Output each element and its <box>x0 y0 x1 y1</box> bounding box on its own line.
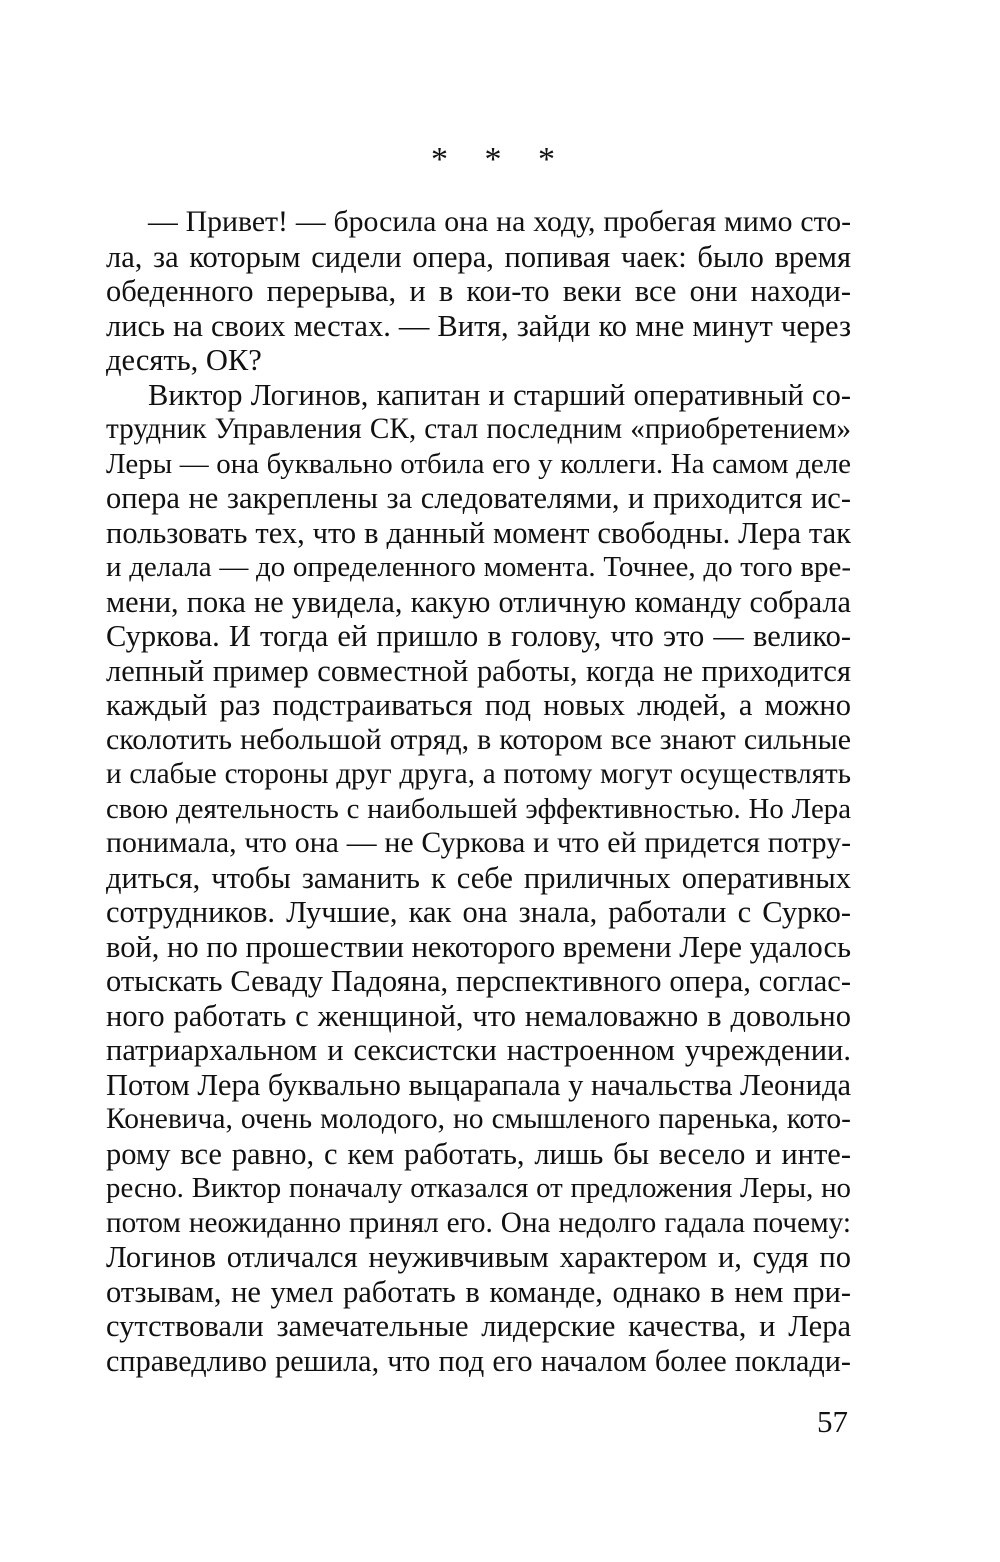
text-line: — Привет! — бросила она на ходу, пробегая мимо сто- <box>148 205 851 238</box>
text-line: диться, чтобы заманить к себе приличных оперативных <box>106 860 851 895</box>
text-line: потом неожиданно принял его. Она недолго гадала почему: <box>106 1206 851 1239</box>
text-line: сколотить небольшой отряд, в котором все знают сильные <box>106 722 851 756</box>
text-line: опера не закреплены за следователями, и приходится ис- <box>106 481 851 515</box>
text-line: Логинов отличался неуживчивым характером и, судя по <box>106 1240 851 1274</box>
text-line: Суркова. И тогда ей пришло в голову, что это — велико- <box>106 619 851 653</box>
text-line: справедливо решила, что под его началом более поклади- <box>106 1343 851 1378</box>
text-line: лись на своих местах. — Витя, зайди ко мне минут через <box>106 308 851 343</box>
text-line: трудник Управления СК, стал последним «приобретением» <box>106 413 851 445</box>
text-line: отзывам, не умел работать в команде, однако в нем при- <box>106 1274 851 1309</box>
text-line: десять, ОК? <box>106 343 262 377</box>
text-line: вой, но по прошествии некоторого времени Лере удалось <box>106 929 851 964</box>
section-separator: * * * <box>431 141 569 178</box>
text-line: каждый раз подстраиваться под новых людей, а можно <box>106 688 851 722</box>
text-line: Коневича, очень молодого, но смышленого паренька, кото- <box>106 1103 851 1135</box>
text-line: ресно. Виктор поначалу отказался от предложения Леры, но <box>106 1172 851 1204</box>
text-line: патриархальном и сексистски настроенном учреждении. <box>106 1033 851 1067</box>
text-line: обеденного перерыва, и в кои-то веки все они находи- <box>106 274 851 308</box>
text-line: сутствовали замечательные лидерские качества, и Лера <box>106 1309 851 1343</box>
text-line: понимала, что она — не Суркова и что ей придется потру- <box>106 826 851 859</box>
text-line: пользовать тех, что в данный момент свободны. Лера так <box>106 515 851 550</box>
text-line: отыскать Севаду Падояна, перспективного опера, соглас- <box>106 964 851 998</box>
text-line: лепный пример совместной работы, когда не приходится <box>106 653 851 688</box>
body-text <box>106 205 851 1378</box>
text-line: ла, за которым сидели опера, попивая чаек: было время <box>106 239 851 274</box>
text-line: сотрудников. Лучшие, как она знала, работали с Сурко- <box>106 895 851 929</box>
text-line: свою деятельность с наибольшей эффективностью. Но Лера <box>106 792 851 825</box>
text-line: Потом Лера буквально выцарапала у начальства Леонида <box>106 1067 851 1102</box>
text-line: ного работать с женщиной, что немаловажно в довольно <box>106 998 851 1033</box>
text-line: рому все равно, с кем работать, лишь бы весело и инте- <box>106 1136 851 1171</box>
text-line: и делала — до определенного момента. Точнее, до того вре- <box>106 551 851 583</box>
text-line: мени, пока не увидела, какую отличную команду собрала <box>106 584 851 619</box>
text-line: и слабые стороны друг друга, а потому могут осуществлять <box>106 758 851 790</box>
page-number: 57 <box>817 1404 848 1439</box>
text-line: Леры — она буквально отбила его у коллеги. На самом деле <box>106 447 851 480</box>
text-line: Виктор Логинов, капитан и старший оперативный со- <box>148 377 851 412</box>
